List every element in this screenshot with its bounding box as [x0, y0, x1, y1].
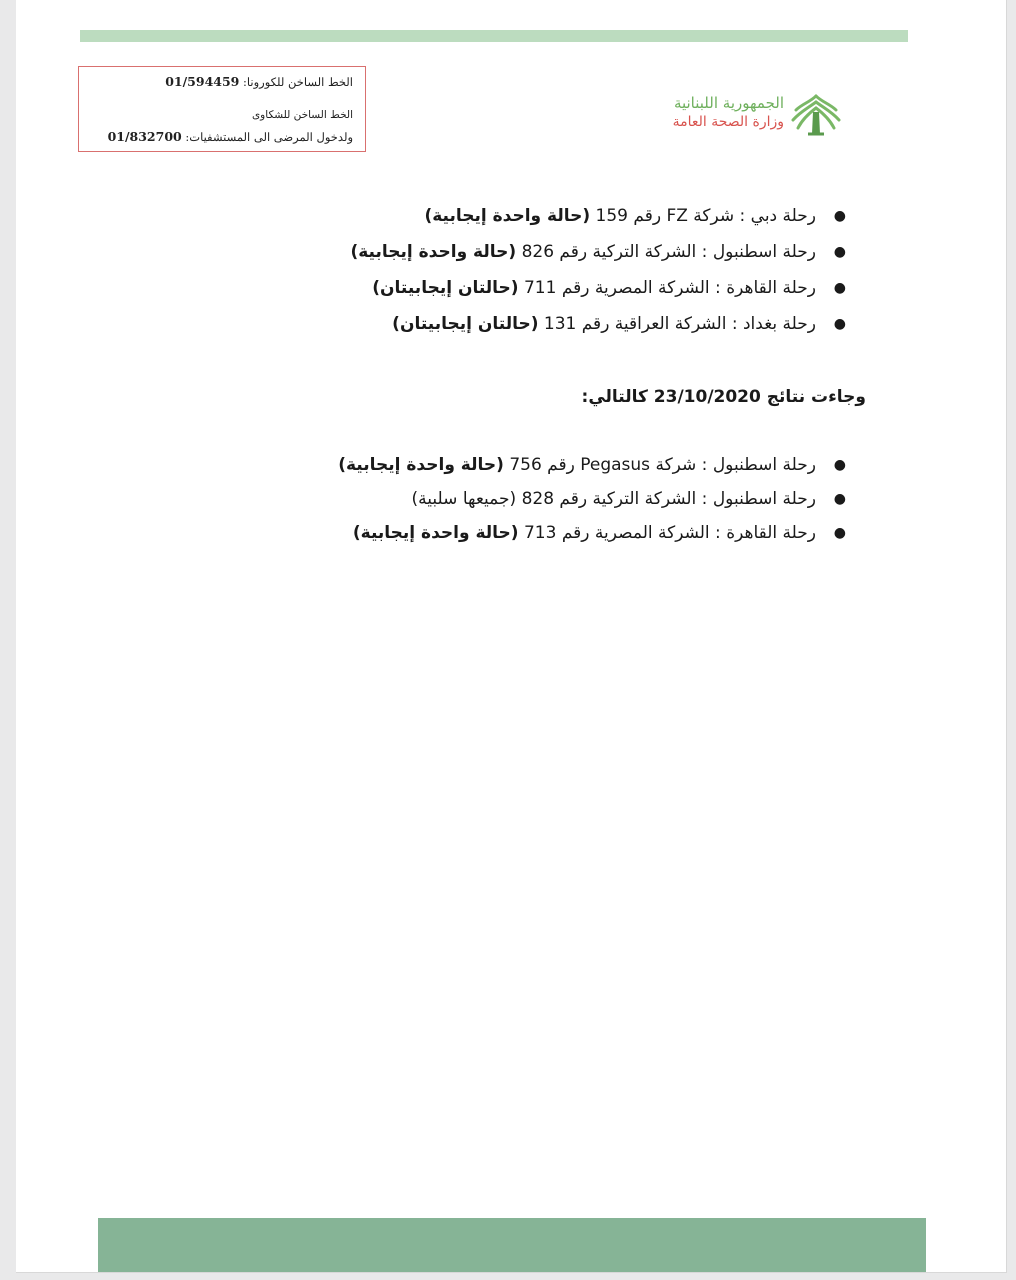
flight-text: رحلة دبي : شركة FZ رقم 159 [590, 206, 816, 226]
footer-decor-bar [98, 1218, 926, 1272]
list-item [338, 448, 846, 482]
flight-result: (حالتان إيجابيتان) [392, 314, 539, 334]
ministry-header [616, 92, 846, 142]
flight-text: رحلة القاهرة : الشركة المصرية رقم 713 [518, 523, 816, 543]
ministry-name: وزارة الصحة العامة [672, 114, 784, 130]
bullet-icon: ● [833, 491, 846, 507]
flights-list-1 [350, 198, 846, 342]
ministry-text [673, 94, 784, 130]
results-heading: وجاءت نتائج 23/10/2020 كالتالي: [581, 387, 866, 407]
flight-text: رحلة اسطنبول : الشركة التركية رقم 826 [516, 242, 816, 262]
flight-result: (حالة واحدة إيجابية) [352, 523, 519, 543]
bullet-icon: ● [833, 457, 846, 473]
hospital-hotline-label: ولدخول المرضى الى المستشفيات: [185, 130, 353, 144]
hospital-hotline-number: 01/832700 [107, 129, 182, 144]
flight-text: رحلة بغداد : الشركة العراقية رقم 131 [538, 314, 816, 334]
flight-text: رحلة القاهرة : الشركة المصرية رقم 711 [518, 278, 816, 298]
list-item [338, 516, 846, 550]
list-item [338, 482, 846, 516]
corona-hotline-label: الخط الساخن للكورونا: [243, 75, 353, 89]
bullet-icon: ● [833, 208, 846, 224]
hotline-box [78, 66, 366, 152]
bullet-icon: ● [833, 525, 846, 541]
list-item [350, 270, 846, 306]
flight-result: (حالة واحدة إيجابية) [338, 455, 504, 475]
complaints-hotline-label: الخط الساخن للشكاوى [251, 109, 353, 121]
flight-result: (حالة واحدة إيجابية) [350, 242, 517, 262]
bullet-icon: ● [833, 316, 846, 332]
corona-hotline [165, 74, 353, 89]
cedar-logo-icon [790, 92, 842, 138]
document-page [16, 0, 1007, 1273]
flight-result: (حالة واحدة إيجابية) [424, 206, 591, 226]
flight-text: رحلة اسطنبول : الشركة التركية رقم 828 [516, 489, 816, 509]
flights-list-2 [338, 448, 846, 550]
flight-text: رحلة اسطنبول : شركة Pegasus رقم 756 [503, 455, 816, 475]
bullet-icon: ● [833, 244, 846, 260]
list-item [350, 198, 846, 234]
header-decor-bar [80, 30, 908, 42]
flight-result: (جميعها سلبية) [411, 489, 517, 509]
list-item [350, 234, 846, 270]
republic-name: الجمهورية اللبنانية [673, 94, 784, 112]
list-item [350, 306, 846, 342]
hospital-hotline [108, 129, 353, 144]
bullet-icon: ● [833, 280, 846, 296]
flight-result: (حالتان إيجابيتان) [372, 278, 519, 298]
corona-hotline-number: 01/594459 [165, 74, 240, 89]
